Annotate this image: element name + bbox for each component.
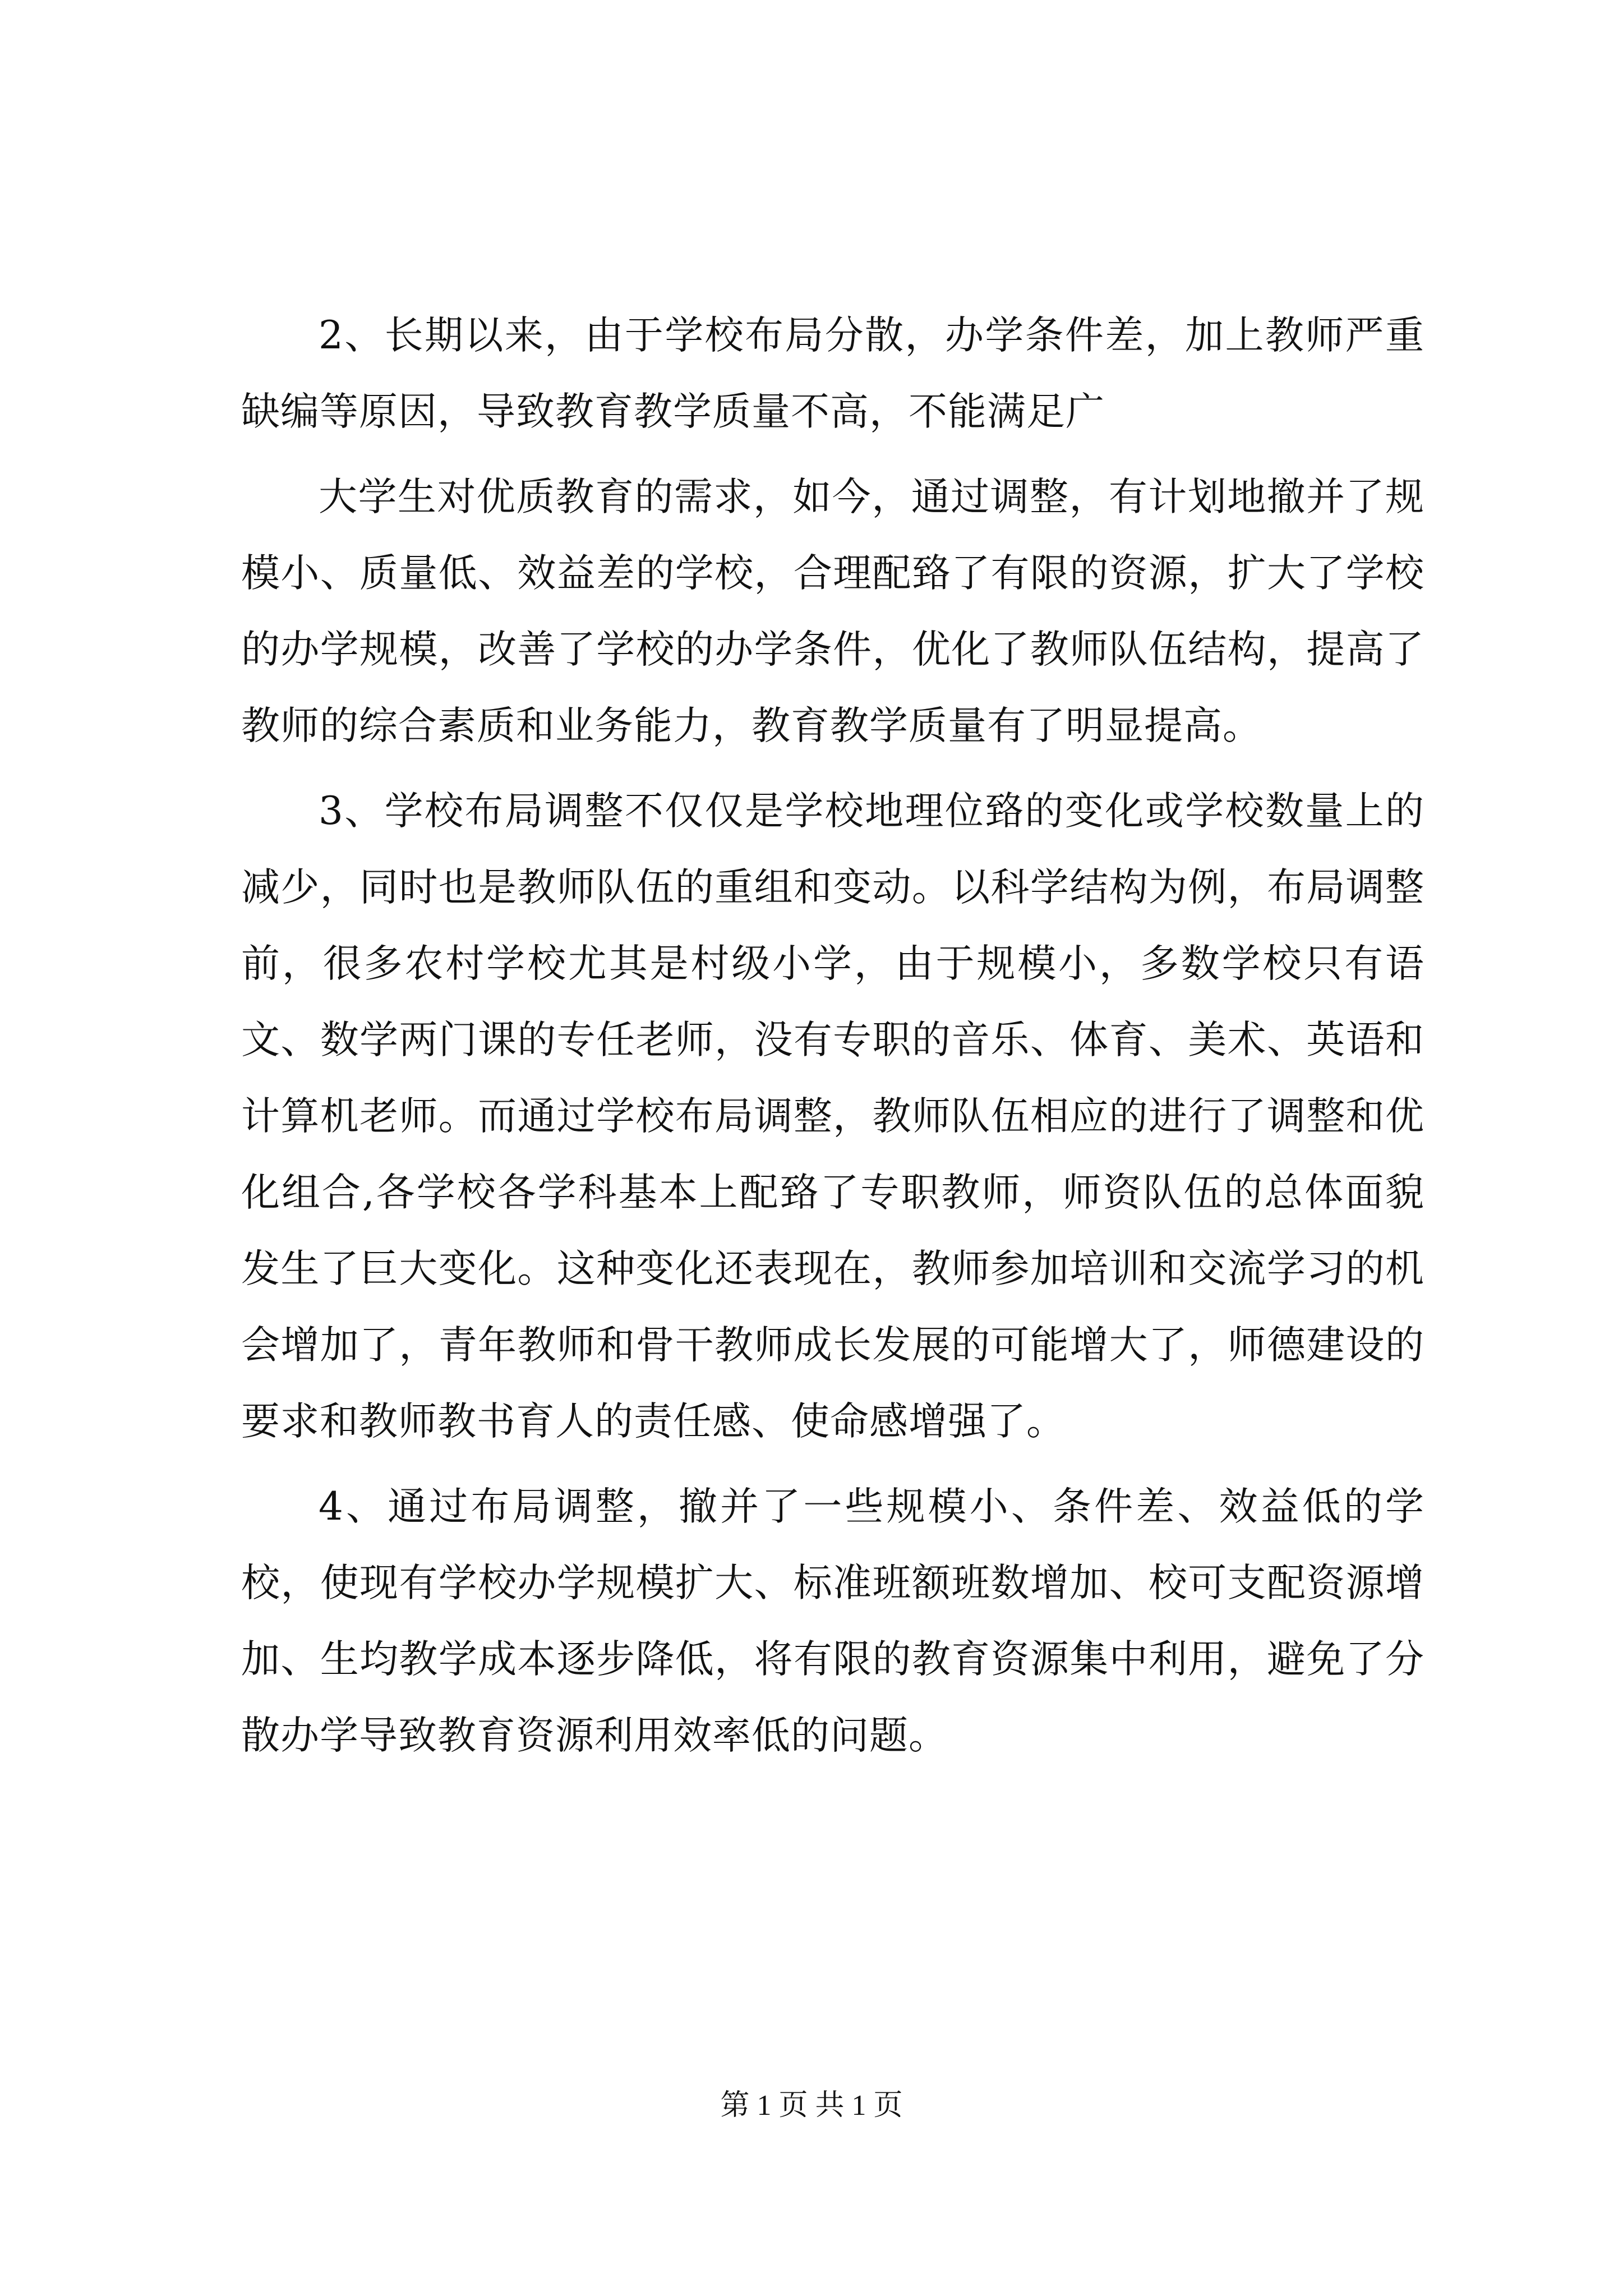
- document-body: [241, 297, 1424, 1783]
- paragraph-4: 4、通过布局调整，撤并了一些规模小、条件差、效益低的学校，使现有学校办学规模扩大、标准班额班数增加、校可支配资源增加、生均教学成本逐步降低，将有限的教育资源集中利用，避免了分散办学导致教育资源利用效率低的问题。: [241, 1484, 1424, 1758]
- page-footer: 第 1 页 共 1 页: [720, 2090, 903, 2122]
- paragraph-continuation: 大学生对优质教育的需求，如今，通过调整，有计划地撤并了规模小、质量低、效益差的学校，合理配臵了有限的资源，扩大了学校的办学规模，改善了学校的办学条件，优化了教师队伍结构，提高了教师的综合素质和业务能力，教育教学质量有了明显提高。: [241, 475, 1424, 748]
- paragraph-3: 3、学校布局调整不仅仅是学校地理位臵的变化或学校数量上的减少，同时也是教师队伍的重组和变动。以科学结构为例，布局调整前，很多农村学校尤其是村级小学，由于规模小，多数学校只有语文、数学两门课的专任老师，没有专职的音乐、体育、美术、英语和计算机老师。而通过学校布局调整，教师队伍相应的进行了调整和优化组合,各学校各学科基本上配臵了专职教师，师资队伍的总体面貌发生了巨大变化。这种变化还表现在，教师参加培训和交流学习的机会增加了，青年教师和骨干教师成长发展的可能增大了，师德建设的要求和教师教书育人的责任感、使命感增强了。: [241, 789, 1424, 1444]
- paragraph-2: 2、长期以来，由于学校布局分散，办学条件差，加上教师严重缺编等原因，导致教育教学质量不高，不能满足广: [241, 313, 1424, 434]
